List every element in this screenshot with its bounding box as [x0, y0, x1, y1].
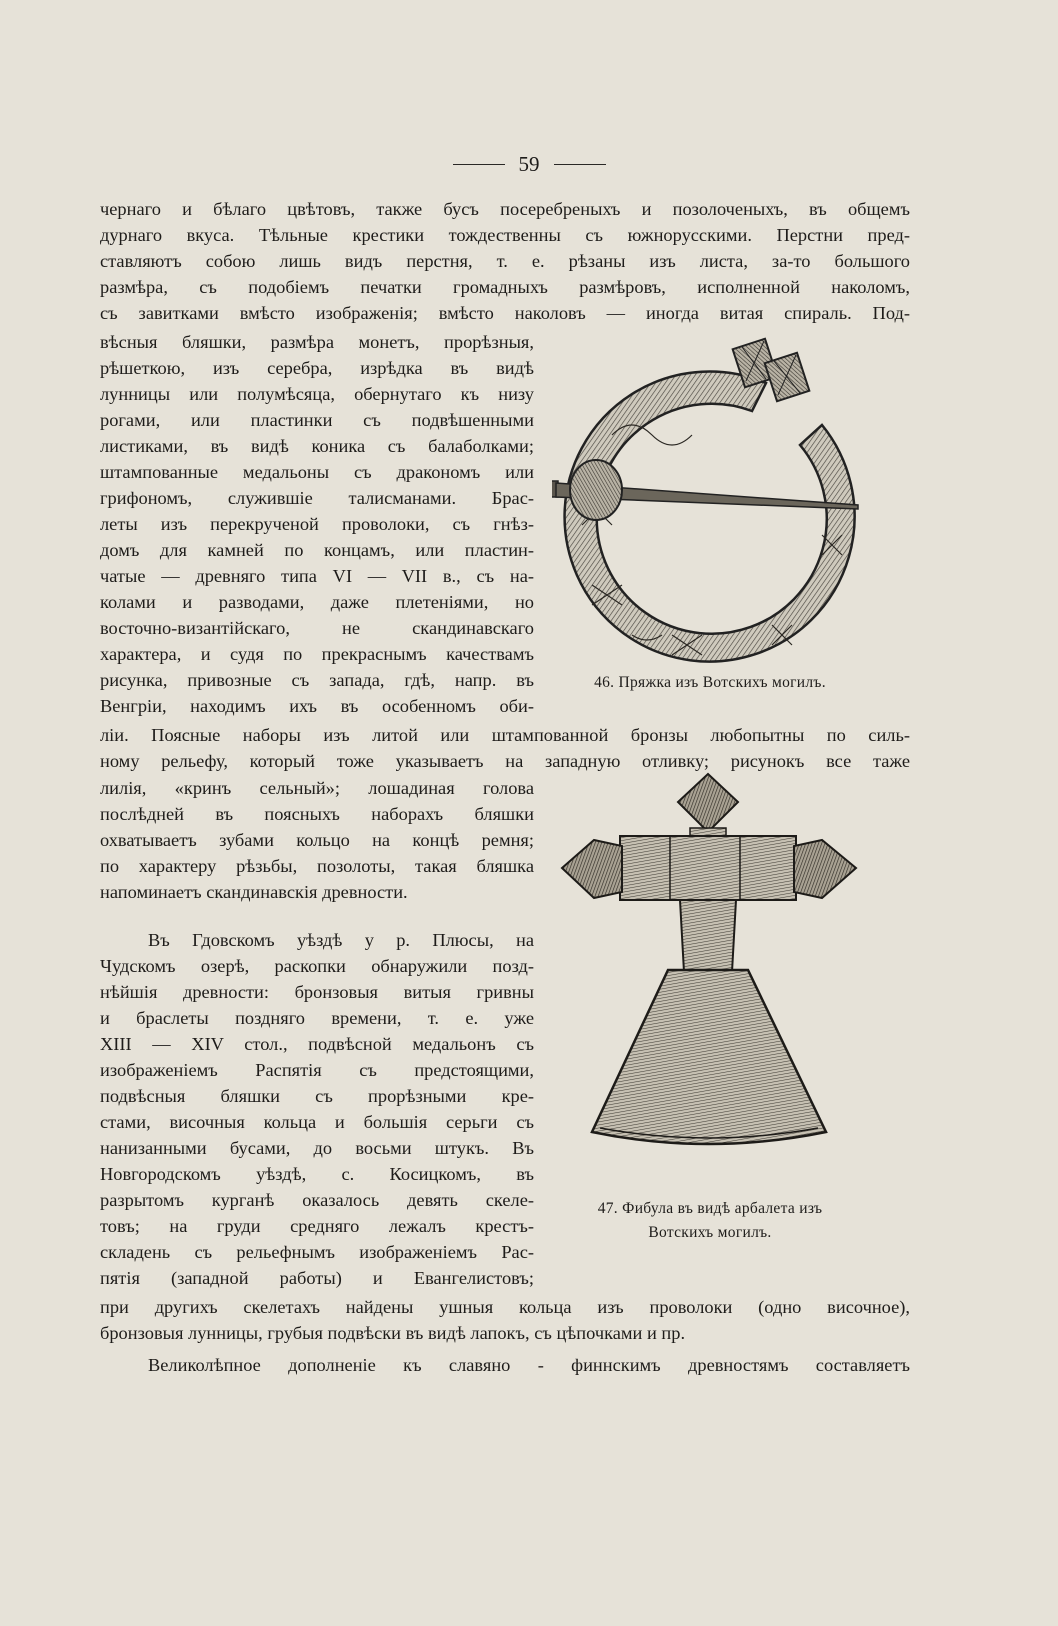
- text-line: домъ для камней по концамъ, или пластин-: [100, 540, 534, 560]
- text-line: грифономъ, служившіе талисманами. Брас-: [100, 488, 534, 508]
- text-line: при другихъ скелетахъ найдены ушныя кольца изъ проволоки (одно височное),: [100, 1297, 910, 1317]
- text-line: дурнаго вкуса. Тѣльные крестики тождественны съ южнорусскими. Перстни пред-: [100, 225, 910, 245]
- text-line: нанизанными бусами, до восьми штукъ. Въ: [100, 1138, 534, 1158]
- figure-47-fibula: [560, 772, 860, 1192]
- text-line: товъ; на груди средняго лежалъ крестъ-: [100, 1216, 534, 1236]
- text-line: бронзовыя лунницы, грубыя подвѣски въ видѣ лапокъ, съ цѣпочками и пр.: [100, 1323, 686, 1343]
- text-line: подвѣсныя бляшки съ прорѣзными кре-: [100, 1086, 534, 1106]
- text-line: чатые — древняго типа VI — VII в., съ на-: [100, 566, 534, 586]
- fibula-illustration: [560, 772, 860, 1192]
- figure-47-caption-line1: 47. Фибула въ видѣ арбалета изъ: [597, 1200, 823, 1217]
- text-line: Великолѣпное дополненіе къ славяно - финнскимъ древностямъ составляетъ: [148, 1355, 910, 1375]
- header-rule-left: [453, 164, 505, 165]
- text-line: размѣра, съ подобіемъ печатки громадныхъ размѣровъ, исполненной наколомъ,: [100, 277, 910, 297]
- text-line: рѣшеткою, изъ серебра, изрѣдка въ видѣ: [100, 358, 534, 378]
- text-line: пятія (западной работы) и Евангелистовъ;: [100, 1268, 534, 1288]
- text-line: характера, и судя по прекраснымъ качествамъ: [100, 644, 534, 664]
- text-line: ному рельефу, который тоже указываетъ на западную отливку; рисунокъ все таже: [100, 751, 910, 771]
- text-line: напоминаетъ скандинавскія древности.: [100, 882, 408, 902]
- figure-46-brooch: [552, 335, 882, 690]
- text-line: ліи. Поясные наборы изъ литой или штампованной бронзы любопытны по силь-: [100, 725, 910, 745]
- text-line: вѣсныя бляшки, размѣра монетъ, прорѣзныя,: [100, 332, 534, 352]
- text-line: нѣйшія древности: бронзовыя витыя гривны: [100, 982, 534, 1002]
- text-line: по характеру рѣзьбы, позолоты, такая бляшка: [100, 856, 534, 876]
- text-line: восточно-византійскаго, не скандинавскаго: [100, 618, 534, 638]
- text-line: стами, височныя кольца и большія серьги съ: [100, 1112, 534, 1132]
- figure-46-caption: 46. Пряжка изъ Вотскихъ могилъ.: [594, 674, 826, 691]
- text-line: Чудскомъ озерѣ, раскопки обнаружили позд-: [100, 956, 534, 976]
- text-line: съ завитками вмѣсто изображенія; вмѣсто наколовъ — иногда витая спираль. Под-: [100, 303, 910, 323]
- text-line: и браслеты поздняго времени, т. е. уже: [100, 1008, 534, 1028]
- text-line: охватываетъ зубами кольцо на концѣ ремня;: [100, 830, 534, 850]
- text-line: листиками, въ видѣ коника съ балаболками;: [100, 436, 534, 456]
- text-line: изображеніемъ Распятія съ предстоящими,: [100, 1060, 534, 1080]
- text-line: лунницы или полумѣсяца, обернутаго къ низу: [100, 384, 534, 404]
- header-rule-right: [554, 164, 606, 165]
- text-line: рисунка, привозные съ запада, гдѣ, напр. въ: [100, 670, 534, 690]
- brooch-illustration: [552, 335, 882, 690]
- text-line: рогами, или пластинки съ подвѣшенными: [100, 410, 534, 430]
- text-line: разрытомъ курганѣ оказалось девять скеле-: [100, 1190, 534, 1210]
- text-line: складень съ рельефнымъ изображеніемъ Рас-: [100, 1242, 534, 1262]
- text-line: Венгріи, находимъ ихъ въ особенномъ оби-: [100, 696, 534, 716]
- figure-47-caption-line2: Вотскихъ могилъ.: [648, 1224, 772, 1241]
- text-line: XIII — XIV стол., подвѣсной медальонъ съ: [100, 1034, 534, 1054]
- page-header: [0, 152, 1058, 177]
- text-line: Новгородскомъ уѣздѣ, с. Косицкомъ, въ: [100, 1164, 534, 1184]
- text-line: Въ Гдовскомъ уѣздѣ у р. Плюсы, на: [148, 930, 534, 950]
- text-line: лилія, «кринъ сельный»; лошадиная голова: [100, 778, 534, 798]
- text-line: ставляютъ собою лишь видъ перстня, т. е. рѣзаны изъ листа, за-то большого: [100, 251, 910, 271]
- text-line: колами и разводами, даже плетеніями, но: [100, 592, 534, 612]
- page-number: 59: [518, 152, 540, 176]
- text-line: леты изъ перекрученой проволоки, съ гнѣз-: [100, 514, 534, 534]
- text-line: послѣдней въ поясныхъ наборахъ бляшки: [100, 804, 534, 824]
- text-line: чернаго и бѣлаго цвѣтовъ, также бусъ посеребреныхъ и позолоченыхъ, въ общемъ: [100, 199, 910, 219]
- text-line: штампованные медальоны съ дракономъ или: [100, 462, 534, 482]
